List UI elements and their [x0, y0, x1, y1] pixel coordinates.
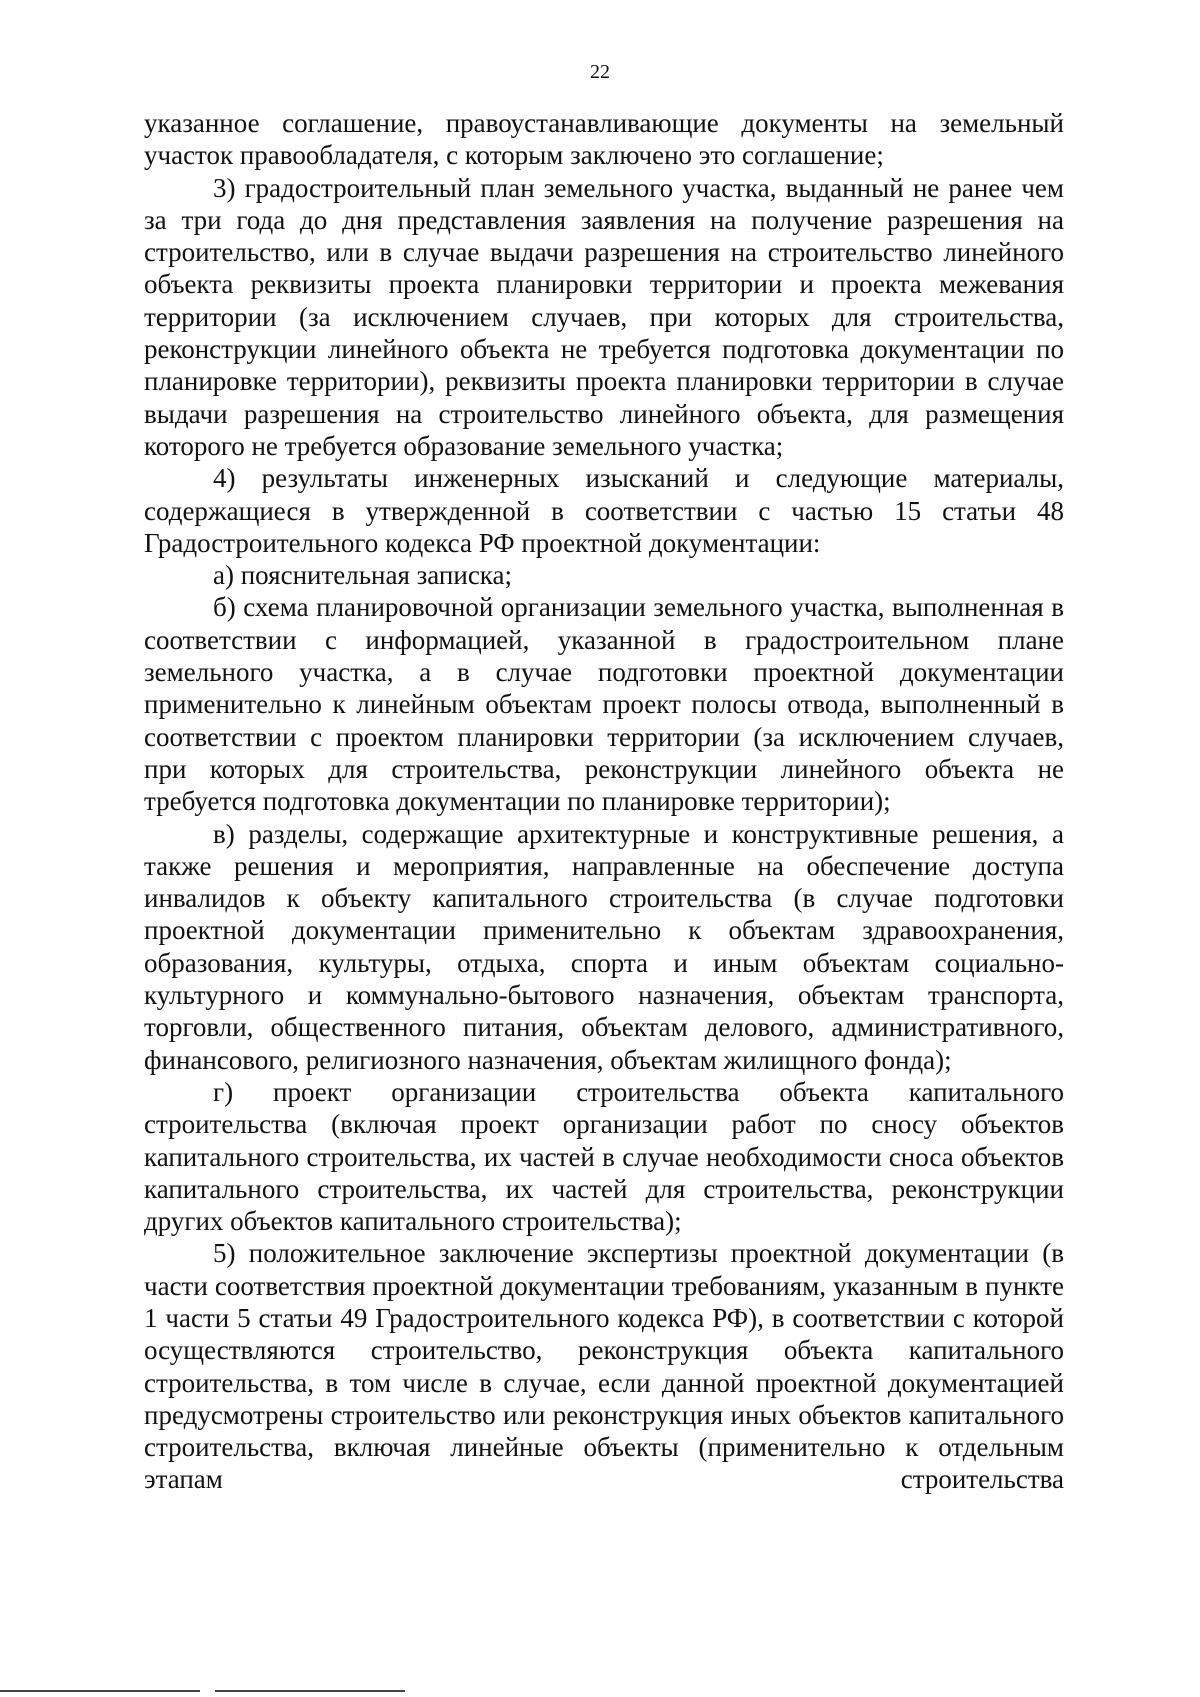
paragraph-item-4a: а) пояснительная записка; [213, 560, 513, 591]
paragraph-item-4g: г) проект организации строительства объекта капитального строительства (включая проект организации работ по сносу объектов капитального строительства, их частей в случае необходимости сноса объектов капитального строительства, их частей для строительства, реконструкции других объектов капитального строительства); [144, 1076, 1064, 1237]
paragraph-item-3: 3) градостроительный план земельного участка, выданный не ранее чем за три года до дня представления заявления на получение разрешения на строительство, или в случае выдачи разрешения на строительство линейного объекта реквизиты проекта планировки территории и проекта межевания территории (за исключением случаев, при которых для строительства, реконструкции линейного объекта не требуется подготовка документации по планировке территории), реквизиты проекта планировки территории в случае выдачи разрешения на строительство линейного объекта, для размещения которого не требуется образование земельного участка; [144, 172, 1064, 461]
paragraph-item-4b: б) схема планировочной организации земельного участка, выполненная в соответствии с информацией, указанной в градостроительном плане земельного участка, а в случае подготовки проектной документации применительно к линейным объектам проект полосы отвода, выполненный в соответствии с проектом планировки территории (за исключением случаев, при которых для строительства, реконструкции линейного объекта не требуется подготовка документации по планировке территории); [144, 592, 1064, 817]
paragraph-item-4v: в) разделы, содержащие архитектурные и конструктивные решения, а также решения и мероприятия, направленные на обеспечение доступа инвалидов к объекту капитального строительства (в случае подготовки проектной документации применительно к объектам здравоохранения, образования, культуры, отдыха, спорта и иным объектам социально-культурного и коммунально-бытового назначения, объектам транспорта, торговли, общественного питания, объектам делового, административного, финансового, религиозного назначения, объектам жилищного фонда); [144, 818, 1064, 1075]
paragraph-item-4: 4) результаты инженерных изысканий и следующие материалы, содержащиеся в утвержденной в соответствии с частью 15 статьи 48 Градостроительного кодекса РФ проектной документации: [144, 463, 1064, 558]
paragraph-item-5: 5) положительное заключение экспертизы проектной документации (в части соответствия проектной документации требованиям, указанным в пункте 1 части 5 статьи 49 Градостроительного кодекса РФ), в соответствии с которой осуществляются строительство, реконструкция объекта капитального строительства, в том числе в случае, если данной проектной документацией предусмотрены строительство или реконструкция иных объектов капитального строительства, включая линейные объекты (применительно к отдельным этапам строительства [144, 1238, 1064, 1495]
document-body [144, 107, 1064, 1496]
paragraph-continuation: указанное соглашение, правоустанавливающие документы на земельный участок правообладателя, с которым заключено это соглашение; [144, 108, 1064, 171]
scan-artifact-line [215, 1690, 405, 1692]
scan-artifact-line [0, 1690, 200, 1692]
page-number: 22 [590, 61, 610, 83]
